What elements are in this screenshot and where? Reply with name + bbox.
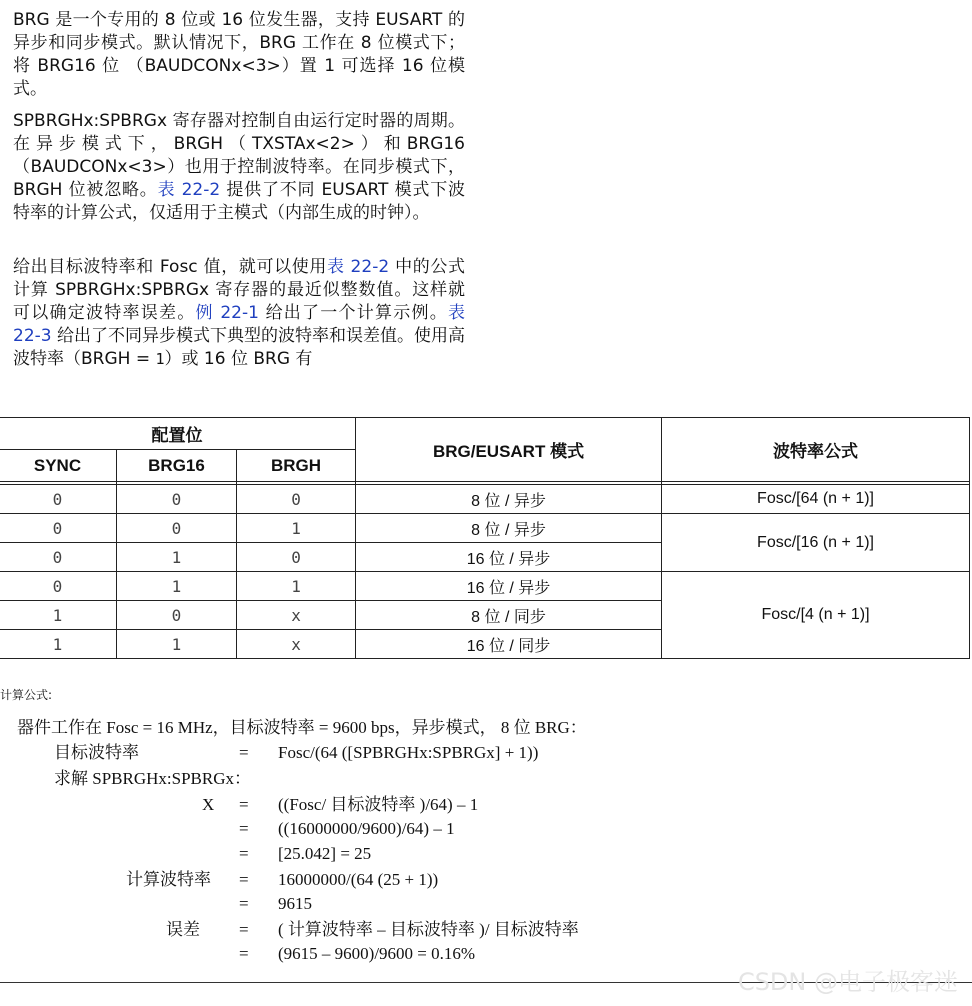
calc-baud-result: 9615 <box>278 894 312 913</box>
mode-cell: 16 位 / 异步 <box>356 543 662 572</box>
table-22-2-link[interactable]: 表 22-2 <box>157 180 221 200</box>
equals-sign: = <box>239 944 249 963</box>
example-22-1-link[interactable]: 例 22-1 <box>195 303 259 323</box>
brgh-cell: x <box>237 630 356 659</box>
calc-baud-formula: 16000000/(64 (25 + 1)) <box>278 870 439 889</box>
x-formula: ((Fosc/ 目标波特率 )/64) – 1 <box>278 795 479 814</box>
sync-cell: 1 <box>0 601 117 630</box>
equals-sign: = <box>239 894 249 913</box>
calc-intro: 器件工作在 Fosc = 16 MHz，目标波特率 = 9600 bps，异步模式， 8 位 BRG： <box>17 718 587 737</box>
mode-cell: 8 位 / 异步 <box>356 485 662 514</box>
paragraph-brg-overview: BRG 是一个专用的 8 位或 16 位发生器，支持 EUSART 的异步和同步模式。默认情况下，BRG 工作在 8 位模式下；将 BRG16 位 （BAUDCONx<3>）置 1 可选择 16 位模式。 <box>13 10 465 99</box>
formula-cell: Fosc/[64 (n + 1)] <box>662 485 970 514</box>
brg16-cell: 1 <box>117 572 237 601</box>
equals-sign: = <box>239 870 249 889</box>
mode-cell: 16 位 / 异步 <box>356 572 662 601</box>
paragraph-text: 给出了不同异步模式下典型的波特率和误差值。使用高波特率（BRGH = <box>13 326 465 369</box>
formula-cell: Fosc/[16 (n + 1)] <box>662 514 970 572</box>
paragraph-text: 给出了一个计算示例。 <box>258 303 449 323</box>
table-row <box>0 514 970 543</box>
formula-cell: Fosc/[4 (n + 1)] <box>662 572 970 659</box>
table-row <box>0 572 970 601</box>
paragraph-text: 提供了不同 EUSART 模式下波特率的计算公式，仅适用于主模式（内部生成的时钟）。 <box>13 180 465 223</box>
brgh-cell: 0 <box>237 543 356 572</box>
paragraph-text: 给出目标波特率和 Fosc 值，就可以使用 <box>13 257 327 277</box>
sync-cell: 1 <box>0 630 117 659</box>
equals-sign: = <box>239 920 249 939</box>
calc-baud-label: 计算波特率 <box>126 870 211 889</box>
solve-label: 求解 SPBRGHx:SPBRGx： <box>54 769 251 788</box>
brgh-cell: 0 <box>237 485 356 514</box>
error-formula: ( 计算波特率 – 目标波特率 )/ 目标波特率 <box>278 920 579 939</box>
brg16-cell: 0 <box>117 485 237 514</box>
equals-sign: = <box>239 844 249 863</box>
calc-formula-label: 计算公式: <box>0 688 53 702</box>
sync-cell: 0 <box>0 514 117 543</box>
equals-sign: = <box>239 795 249 814</box>
sync-cell: 0 <box>0 485 117 514</box>
sync-cell: 0 <box>0 572 117 601</box>
table-22-2-link[interactable]: 表 22-2 <box>326 257 390 277</box>
brgh-cell: 1 <box>237 514 356 543</box>
x-label: X <box>202 795 215 814</box>
sync-cell: 0 <box>0 543 117 572</box>
target-baud-label: 目标波特率 <box>54 743 139 762</box>
brg16-cell: 0 <box>117 514 237 543</box>
mode-cell: 16 位 / 同步 <box>356 630 662 659</box>
brg16-cell: 1 <box>117 630 237 659</box>
error-label: 误差 <box>166 920 200 939</box>
equals-sign: = <box>239 819 249 838</box>
brg16-header: BRG16 <box>117 450 237 482</box>
x-result: [25.042] = 25 <box>278 844 372 863</box>
equals-sign: = <box>239 743 249 762</box>
sync-header: SYNC <box>0 450 117 482</box>
mode-cell: 8 位 / 同步 <box>356 601 662 630</box>
paragraph-text: ）或 16 位 BRG 有 <box>164 349 313 369</box>
brg16-cell: 0 <box>117 601 237 630</box>
code-value: 1 <box>155 350 165 368</box>
mode-header: BRG/EUSART 模式 <box>356 418 662 482</box>
table-row <box>0 485 970 514</box>
brgh-header: BRGH <box>237 450 356 482</box>
paragraph-text: 中的公式计算 SPBRGHx:SPBRGx 寄存器的最近似整数值。这样就可以确定波特率误差。 <box>13 257 465 323</box>
brgh-cell: x <box>237 601 356 630</box>
formula-header: 波特率公式 <box>662 418 970 482</box>
mode-cell: 8 位 / 异步 <box>356 514 662 543</box>
x-substitution: ((16000000/9600)/64) – 1 <box>278 819 455 838</box>
table-22-3-link[interactable]: 表 22-3 <box>13 303 466 346</box>
paragraph-baud-error <box>13 256 465 371</box>
error-result: (9615 – 9600)/9600 = 0.16% <box>278 944 476 963</box>
baud-rate-formula-table <box>0 417 970 659</box>
brgh-cell: 1 <box>237 572 356 601</box>
paragraph-text: SPBRGHx:SPBRGx 寄存器对控制自由运行定时器的周期。在异步模式下，BRGH（TXSTAx<2>）和BRG16（BAUDCONx<3>）也用于控制波特率。在同步模式下，BRGH 位被忽略。 <box>13 111 465 200</box>
brg16-cell: 1 <box>117 543 237 572</box>
watermark: CSDN @电子极客迷 <box>737 968 958 996</box>
config-bits-header: 配置位 <box>0 418 356 450</box>
paragraph-spbrg-period <box>13 110 465 225</box>
target-baud-formula: Fosc/(64 ([SPBRGHx:SPBRGx] + 1)) <box>278 743 539 762</box>
